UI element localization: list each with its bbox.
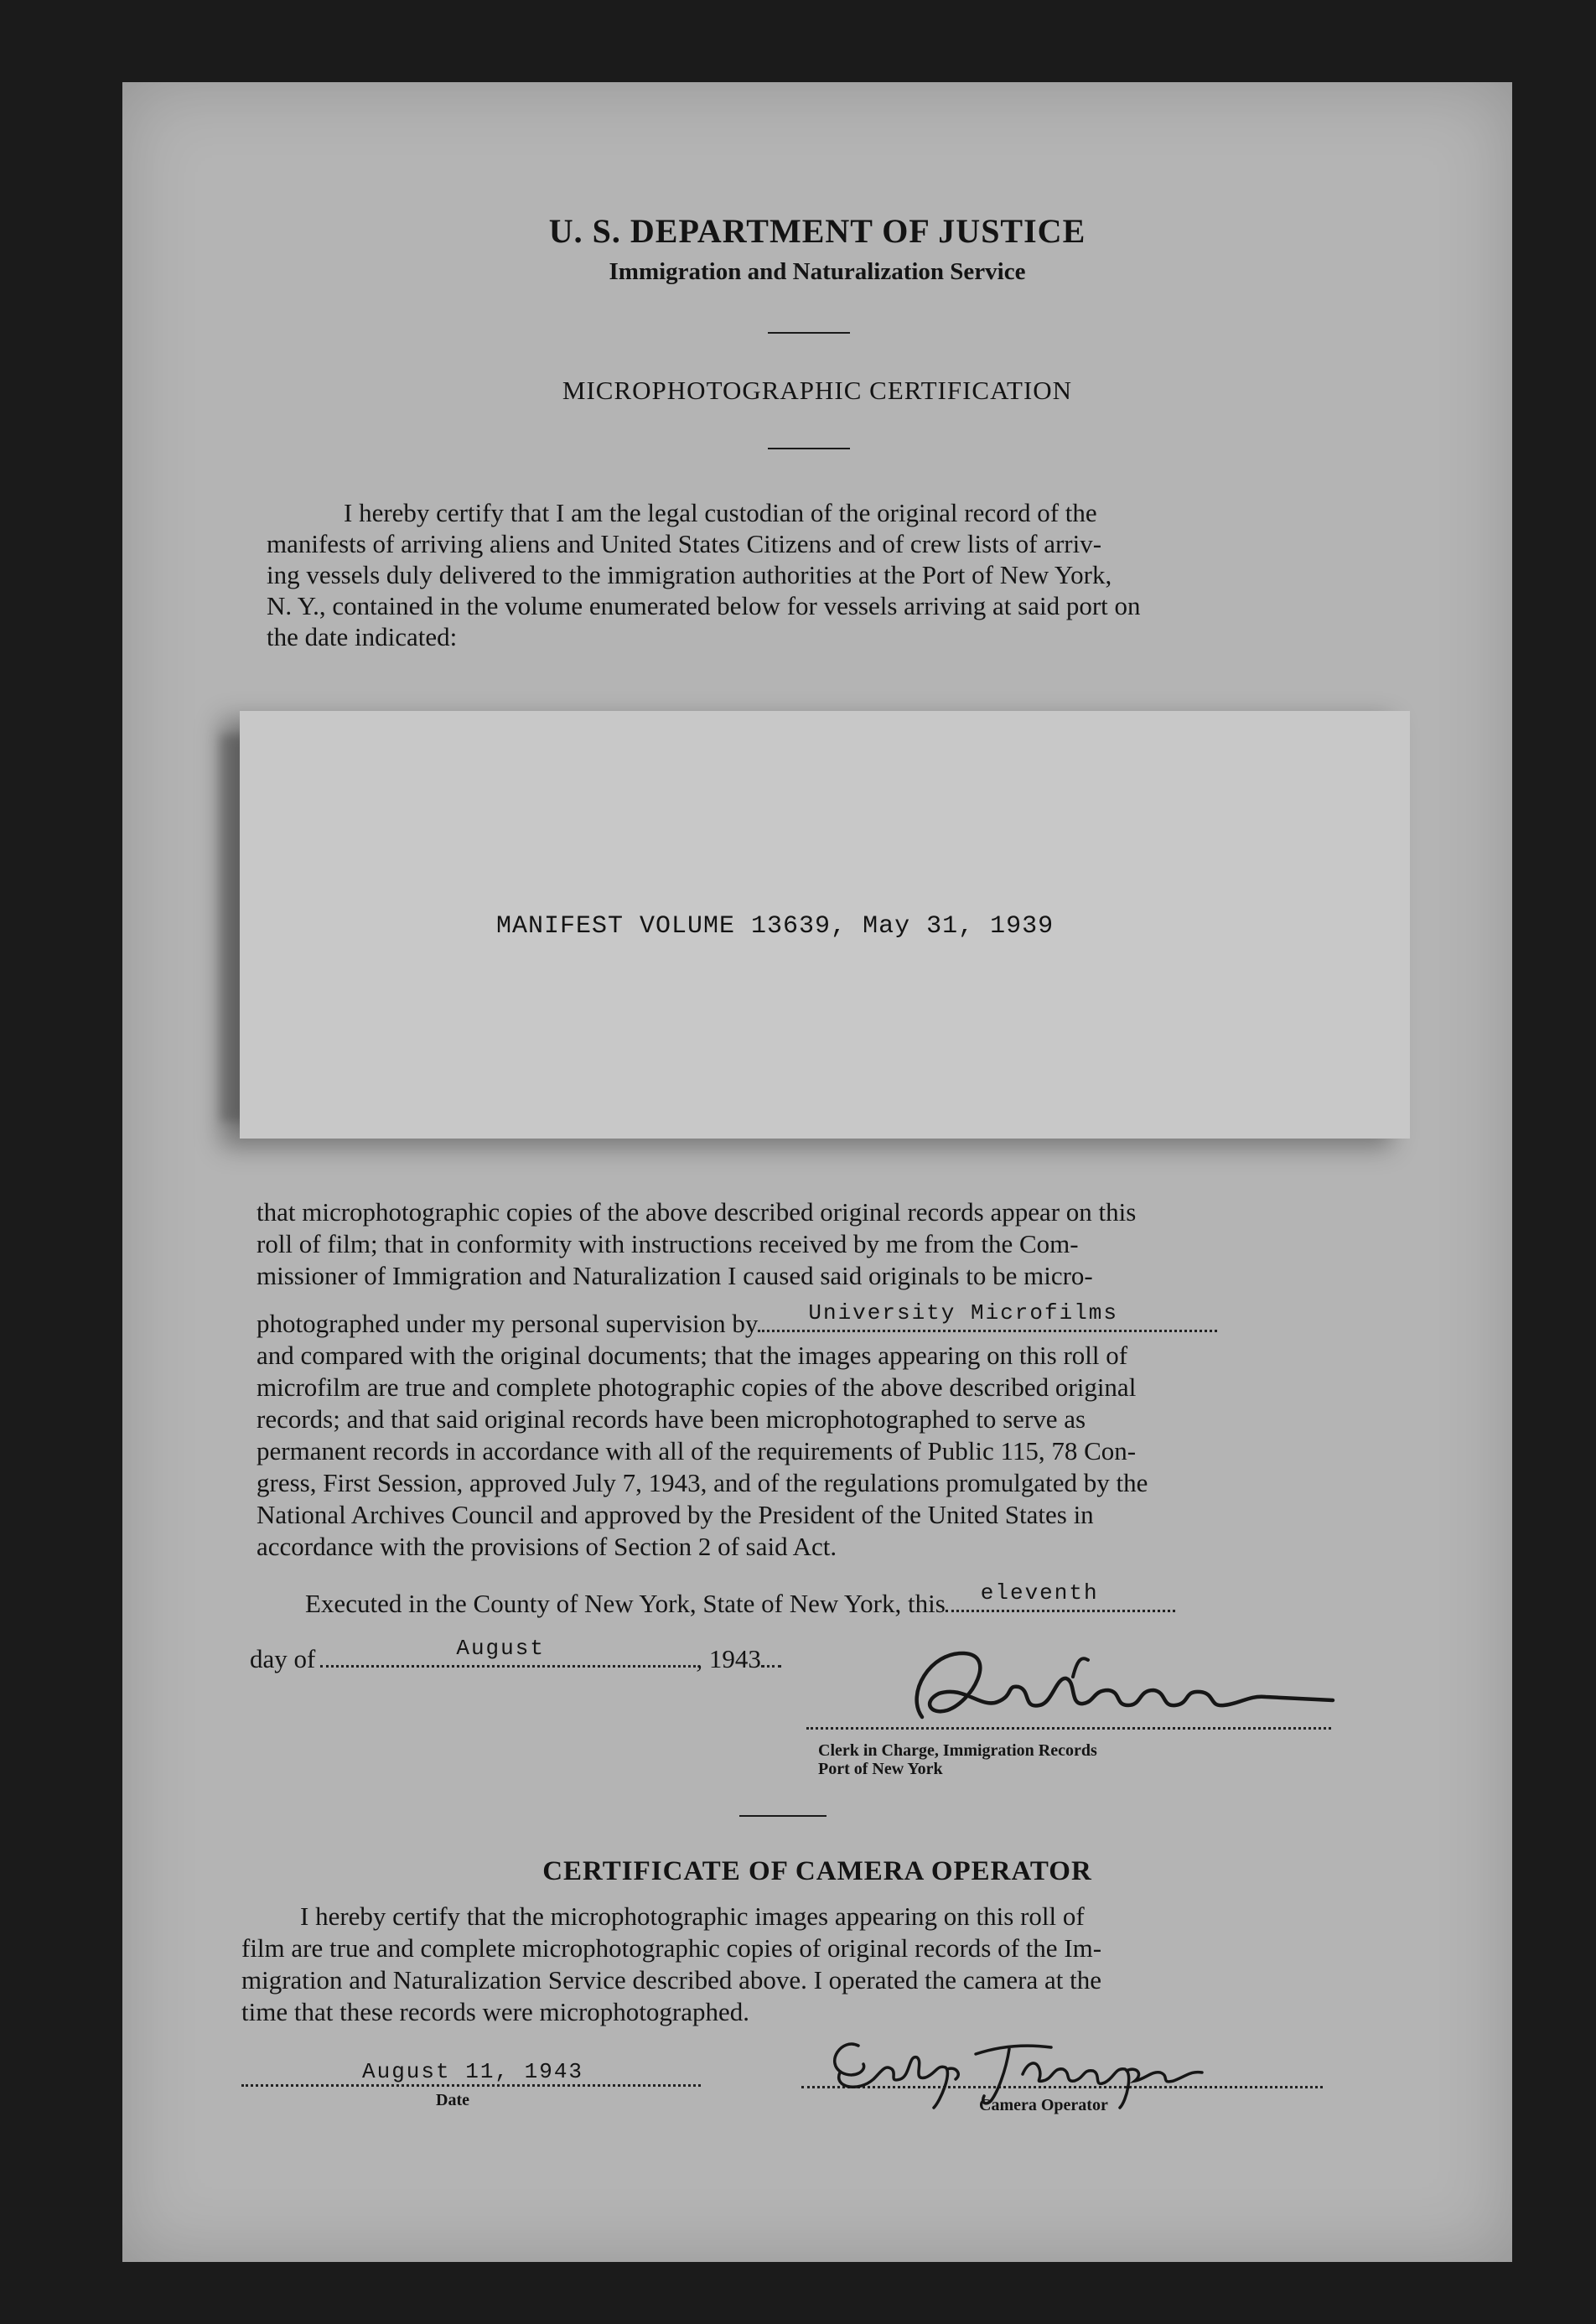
intro-line: ing vessels duly delivered to the immigration authorities at the Port of New York, [267,560,1112,589]
execution-line [305,1580,1175,1620]
clerk-caption-port: Port of New York [818,1760,943,1778]
body-line: National Archives Council and approved by the President of the United States in [256,1500,1094,1529]
operator-line: migration and Naturalization Service described above. I operated the camera at the [241,1965,1101,1995]
execution-day-value: eleventh [980,1580,1099,1606]
operator-label: Camera Operator [979,2096,1108,2114]
body-line: accordance with the provisions of Section 2 of said Act. [256,1532,837,1561]
header-divider [768,332,850,334]
body-line: microfilm are true and complete photographic copies of the above described original [256,1372,1137,1402]
section-divider [739,1815,826,1817]
supervision-prefix: photographed under my personal supervision by [256,1309,759,1338]
year-digit: 3 [748,1644,761,1673]
operator-line: film are true and complete microphotographic copies of original records of the Im- [241,1933,1102,1963]
body-line: permanent records in accordance with all of the requirements of Public 115, 78 Con- [256,1436,1137,1465]
supervision-field [758,1300,1217,1332]
operator-line: I hereby certify that the microphotographic images appearing on this roll of [300,1901,1085,1931]
execution-day-field [946,1580,1175,1612]
body-line: that microphotographic copies of the above described original records appear on this [256,1197,1137,1227]
clerk-signature [872,1643,1341,1735]
intro-line: manifests of arriving aliens and United States Citizens and of crew lists of arriv- [267,529,1102,558]
service-subheading: Immigration and Naturalization Service [609,258,1026,285]
day-of-label: day of [250,1644,316,1673]
month-value: August [456,1636,545,1661]
title-divider [768,448,850,449]
department-heading: U. S. DEPARTMENT OF JUSTICE [548,212,1086,250]
year-prefix: , 194 [696,1644,749,1673]
body-line: missioner of Immigration and Naturalization I caused said originals to be micro- [256,1261,1093,1290]
intro-line: I hereby certify that I am the legal custodian of the original record of the [344,498,1097,527]
operator-certificate-title: CERTIFICATE OF CAMERA OPERATOR [542,1856,1092,1886]
date-value: August 11, 1943 [362,2059,584,2084]
day-of-line [250,1636,781,1675]
intro-line: N. Y., contained in the volume enumerated below for vessels arriving at said port on [267,591,1141,620]
supervision-value: University Microfilms [808,1300,1119,1325]
operator-line: time that these records were microphotographed. [241,1997,749,2026]
manifest-volume-text: MANIFEST VOLUME 13639, May 31, 1939 [496,912,1054,941]
month-field [320,1636,696,1668]
execution-prefix: Executed in the County of New York, State of New York, this [305,1589,946,1618]
body-line: and compared with the original documents; that the images appearing on this roll of [256,1341,1128,1370]
intro-line: the date indicated: [267,622,458,651]
certification-title: MICROPHOTOGRAPHIC CERTIFICATION [562,376,1073,405]
body-line: roll of film; that in conformity with instructions received by me from the Com- [256,1229,1079,1258]
supervision-line [256,1300,1217,1340]
body-line: records; and that said original records have been microphotographed to serve as [256,1404,1086,1434]
body-line: gress, First Session, approved July 7, 1943, and of the regulations promulgated by the [256,1468,1148,1497]
date-label: Date [436,2091,469,2109]
manifest-card [240,711,1410,1139]
clerk-caption-title: Clerk in Charge, Immigration Records [818,1741,1097,1760]
